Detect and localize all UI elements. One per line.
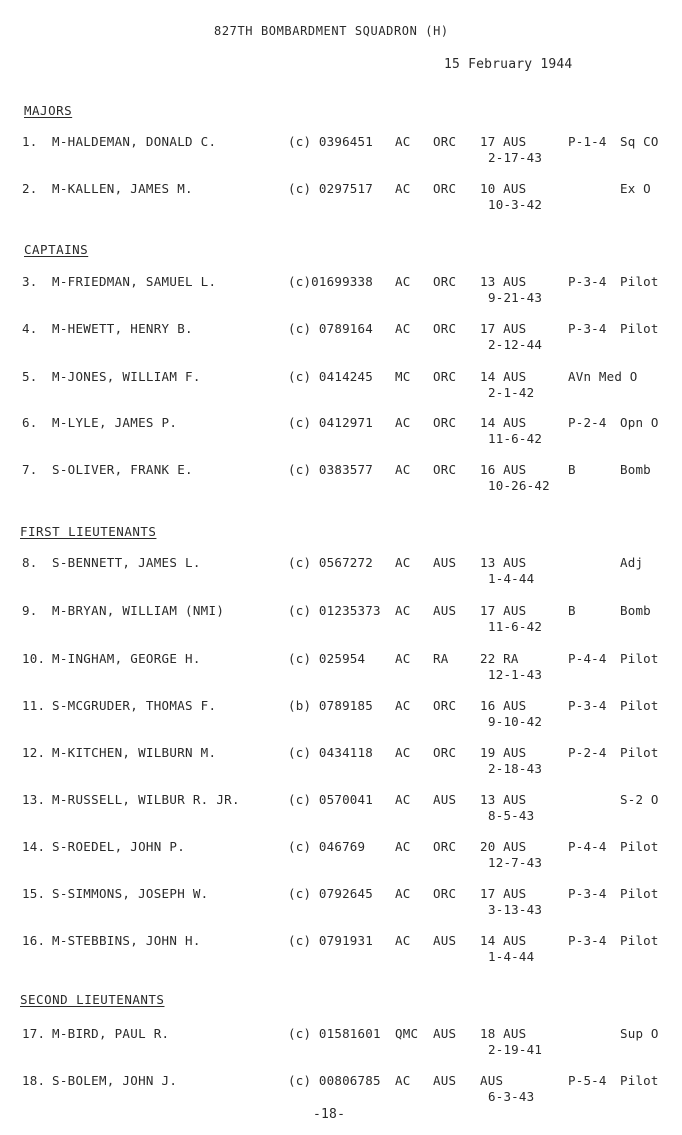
component: AUS	[433, 933, 457, 948]
duty: Pilot	[620, 698, 659, 713]
rank-date: 2-1-42	[488, 385, 535, 400]
serial-number: (b) 0789185	[288, 698, 373, 713]
officer-name: M-BIRD, PAUL R.	[52, 1026, 170, 1041]
serial-number: (c) 01235373	[288, 603, 381, 618]
component: ORC	[433, 886, 457, 901]
grade-status: 16 AUS	[480, 462, 527, 477]
branch: AC	[395, 1073, 411, 1088]
branch: AC	[395, 603, 411, 618]
serial-number: (c) 0570041	[288, 792, 373, 807]
assignment-code: P-4-4	[568, 839, 607, 854]
branch: AC	[395, 462, 411, 477]
branch: AC	[395, 933, 411, 948]
duty: Pilot	[620, 321, 659, 336]
assignment-code: P-2-4	[568, 415, 607, 430]
rank-date: 10-3-42	[488, 197, 543, 212]
officer-name: M-HALDEMAN, DONALD C.	[52, 134, 217, 149]
document-date: 15 February 1944	[444, 57, 573, 72]
component: AUS	[433, 603, 457, 618]
row-number: 2.	[22, 181, 38, 196]
rank-date: 2-18-43	[488, 761, 543, 776]
row-number: 18.	[22, 1073, 46, 1088]
row-number: 15.	[22, 886, 46, 901]
officer-name: M-STEBBINS, JOHN H.	[52, 933, 201, 948]
officer-name: M-BRYAN, WILLIAM (NMI)	[52, 603, 225, 618]
duty: Sup O	[620, 1026, 659, 1041]
serial-number: (c) 025954	[288, 651, 366, 666]
grade-status: 17 AUS	[480, 134, 527, 149]
serial-number: (c) 0789164	[288, 321, 373, 336]
document-title: 827TH BOMBARDMENT SQUADRON (H)	[214, 24, 449, 38]
branch: AC	[395, 555, 411, 570]
branch: AC	[395, 651, 411, 666]
rank-date: 9-10-42	[488, 714, 543, 729]
component: AUS	[433, 1026, 457, 1041]
row-number: 10.	[22, 651, 46, 666]
row-number: 1.	[22, 134, 38, 149]
branch: AC	[395, 415, 411, 430]
serial-number: (c) 0434118	[288, 745, 373, 760]
component: ORC	[433, 274, 457, 289]
component: ORC	[433, 369, 457, 384]
officer-name: S-BOLEM, JOHN J.	[52, 1073, 178, 1088]
serial-number: (c) 0383577	[288, 462, 373, 477]
rank-date: 11-6-42	[488, 619, 543, 634]
component: AUS	[433, 1073, 457, 1088]
component: AUS	[433, 555, 457, 570]
duty: Pilot	[620, 1073, 659, 1088]
section-heading-second-lieutenants: SECOND LIEUTENANTS	[20, 992, 165, 1007]
rank-date: 1-4-44	[488, 949, 535, 964]
duty: Pilot	[620, 745, 659, 760]
branch: AC	[395, 321, 411, 336]
grade-status: 14 AUS	[480, 369, 527, 384]
assignment-code: P-3-4	[568, 274, 607, 289]
row-number: 14.	[22, 839, 46, 854]
grade-status: 22 RA	[480, 651, 519, 666]
grade-status: 14 AUS	[480, 933, 527, 948]
officer-name: S-ROEDEL, JOHN P.	[52, 839, 186, 854]
officer-name: M-KITCHEN, WILBURN M.	[52, 745, 217, 760]
branch: AC	[395, 134, 411, 149]
component: ORC	[433, 321, 457, 336]
officer-name: S-OLIVER, FRANK E.	[52, 462, 193, 477]
branch: MC	[395, 369, 411, 384]
duty: Opn O	[620, 415, 659, 430]
branch: AC	[395, 698, 411, 713]
serial-number: (c)01699338	[288, 274, 373, 289]
rank-date: 2-19-41	[488, 1042, 543, 1057]
serial-number: (c) 046769	[288, 839, 366, 854]
row-number: 17.	[22, 1026, 46, 1041]
grade-status: 18 AUS	[480, 1026, 527, 1041]
officer-name: M-JONES, WILLIAM F.	[52, 369, 201, 384]
duty: Sq CO	[620, 134, 659, 149]
branch: AC	[395, 181, 411, 196]
component: ORC	[433, 839, 457, 854]
serial-number: (c) 0396451	[288, 134, 373, 149]
component: ORC	[433, 181, 457, 196]
rank-date: 3-13-43	[488, 902, 543, 917]
row-number: 9.	[22, 603, 38, 618]
row-number: 7.	[22, 462, 38, 477]
row-number: 8.	[22, 555, 38, 570]
grade-status: 14 AUS	[480, 415, 527, 430]
grade-status: 20 AUS	[480, 839, 527, 854]
duty: Pilot	[620, 839, 659, 854]
duty: Pilot	[620, 886, 659, 901]
row-number: 5.	[22, 369, 38, 384]
serial-number: (c) 0414245	[288, 369, 373, 384]
component: ORC	[433, 134, 457, 149]
component: ORC	[433, 415, 457, 430]
section-heading-captains: CAPTAINS	[24, 242, 89, 257]
serial-number: (c) 00806785	[288, 1073, 381, 1088]
rank-date: 8-5-43	[488, 808, 535, 823]
rank-date: 10-26-42	[488, 478, 550, 493]
officer-name: S-MCGRUDER, THOMAS F.	[52, 698, 217, 713]
row-number: 4.	[22, 321, 38, 336]
duty: Ex O	[620, 181, 651, 196]
rank-date: 6-3-43	[488, 1089, 535, 1104]
grade-status: 17 AUS	[480, 321, 527, 336]
assignment-code: AVn Med O	[568, 369, 638, 384]
grade-status: 16 AUS	[480, 698, 527, 713]
branch: AC	[395, 274, 411, 289]
officer-name: M-KALLEN, JAMES M.	[52, 181, 193, 196]
section-heading-first-lieutenants: FIRST LIEUTENANTS	[20, 524, 157, 539]
grade-status: AUS	[480, 1073, 504, 1088]
assignment-code: P-1-4	[568, 134, 607, 149]
rank-date: 11-6-42	[488, 431, 543, 446]
officer-name: M-RUSSELL, WILBUR R. JR.	[52, 792, 240, 807]
officer-name: S-BENNETT, JAMES L.	[52, 555, 201, 570]
duty: Pilot	[620, 933, 659, 948]
officer-name: M-FRIEDMAN, SAMUEL L.	[52, 274, 217, 289]
row-number: 12.	[22, 745, 46, 760]
branch: AC	[395, 839, 411, 854]
grade-status: 13 AUS	[480, 555, 527, 570]
grade-status: 13 AUS	[480, 792, 527, 807]
component: ORC	[433, 745, 457, 760]
assignment-code: P-2-4	[568, 745, 607, 760]
row-number: 6.	[22, 415, 38, 430]
officer-name: M-LYLE, JAMES P.	[52, 415, 178, 430]
assignment-code: B	[568, 462, 576, 477]
row-number: 11.	[22, 698, 46, 713]
component: AUS	[433, 792, 457, 807]
row-number: 13.	[22, 792, 46, 807]
serial-number: (c) 0297517	[288, 181, 373, 196]
assignment-code: B	[568, 603, 576, 618]
branch: AC	[395, 745, 411, 760]
officer-name: S-SIMMONS, JOSEPH W.	[52, 886, 209, 901]
assignment-code: P-3-4	[568, 933, 607, 948]
rank-date: 2-12-44	[488, 337, 543, 352]
rank-date: 12-7-43	[488, 855, 543, 870]
rank-date: 12-1-43	[488, 667, 543, 682]
grade-status: 17 AUS	[480, 603, 527, 618]
assignment-code: P-3-4	[568, 698, 607, 713]
officer-name: M-INGHAM, GEORGE H.	[52, 651, 201, 666]
rank-date: 2-17-43	[488, 150, 543, 165]
grade-status: 13 AUS	[480, 274, 527, 289]
duty: Bomb	[620, 462, 651, 477]
duty: Bomb	[620, 603, 651, 618]
assignment-code: P-3-4	[568, 321, 607, 336]
serial-number: (c) 01581601	[288, 1026, 381, 1041]
duty: S-2 O	[620, 792, 659, 807]
grade-status: 10 AUS	[480, 181, 527, 196]
serial-number: (c) 0791931	[288, 933, 373, 948]
grade-status: 17 AUS	[480, 886, 527, 901]
serial-number: (c) 0792645	[288, 886, 373, 901]
grade-status: 19 AUS	[480, 745, 527, 760]
branch: QMC	[395, 1026, 419, 1041]
component: ORC	[433, 462, 457, 477]
branch: AC	[395, 886, 411, 901]
page-number: -18-	[313, 1107, 346, 1122]
rank-date: 9-21-43	[488, 290, 543, 305]
duty: Pilot	[620, 274, 659, 289]
component: RA	[433, 651, 449, 666]
row-number: 16.	[22, 933, 46, 948]
rank-date: 1-4-44	[488, 571, 535, 586]
serial-number: (c) 0412971	[288, 415, 373, 430]
assignment-code: P-3-4	[568, 886, 607, 901]
assignment-code: P-5-4	[568, 1073, 607, 1088]
branch: AC	[395, 792, 411, 807]
component: ORC	[433, 698, 457, 713]
section-heading-majors: MAJORS	[24, 103, 73, 118]
assignment-code: P-4-4	[568, 651, 607, 666]
duty: Pilot	[620, 651, 659, 666]
officer-name: M-HEWETT, HENRY B.	[52, 321, 193, 336]
serial-number: (c) 0567272	[288, 555, 373, 570]
duty: Adj	[620, 555, 644, 570]
row-number: 3.	[22, 274, 38, 289]
